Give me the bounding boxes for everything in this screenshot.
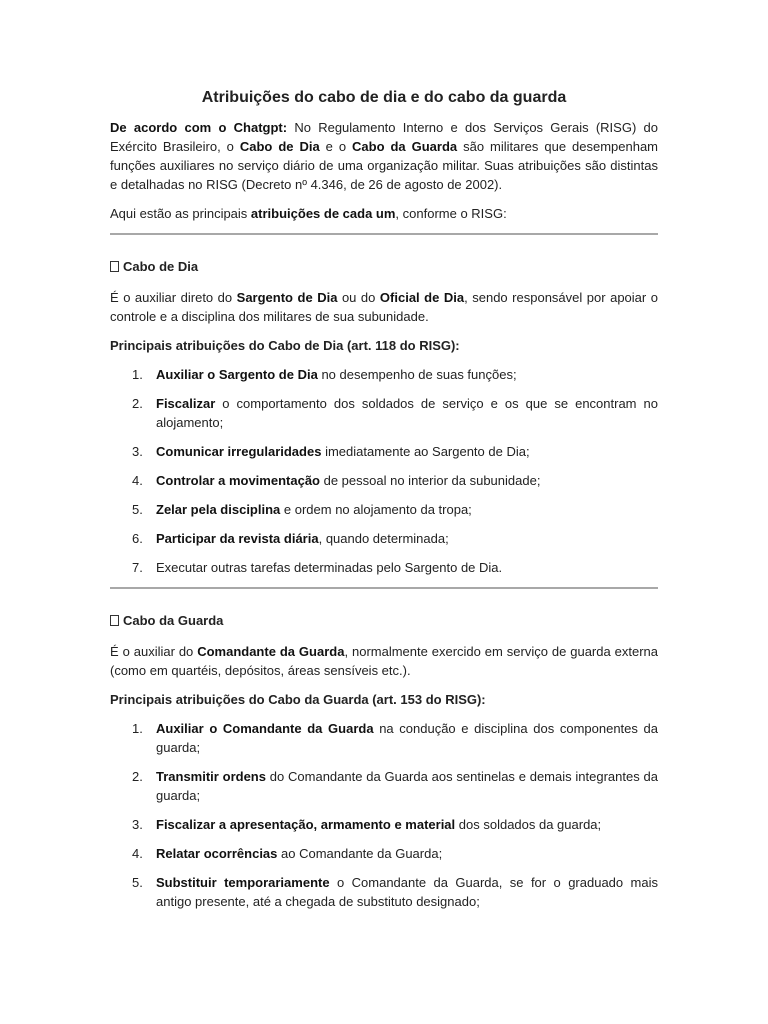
s1-desc-text-3: , sendo responsável por apoiar o controle e a disciplina dos militares de sua subunidade.	[110, 290, 658, 324]
s1-desc-bold-2: Oficial de Dia	[379, 290, 465, 305]
intro-paragraph	[110, 118, 658, 194]
list-item-bold: Transmitir ordens	[156, 769, 266, 784]
list-item-text: de pessoal no interior da subunidade;	[320, 473, 541, 488]
section2-title-text: Cabo da Guarda	[123, 613, 224, 628]
list-item-text: , quando determinada;	[318, 531, 449, 546]
section2-description	[110, 642, 658, 680]
list-item-text: o comportamento dos soldados de serviço e os que se encontram no alojamento;	[156, 396, 658, 430]
list-item-bold: Participar da revista diária	[156, 531, 319, 546]
list-item-bold: Substituir temporariamente	[156, 875, 330, 890]
list-item-text: dos soldados da guarda;	[455, 817, 602, 832]
list-item	[110, 767, 658, 805]
list-item-text: e ordem no alojamento da tropa;	[280, 502, 472, 517]
s1-desc-text-2: ou do	[337, 290, 380, 305]
list-item-bold: Comunicar irregularidades	[156, 444, 322, 459]
list-item-bold: Auxiliar o Comandante da Guarda	[156, 721, 374, 736]
list-item-text: o Comandante da Guarda, se for o graduado mais antigo presente, até a chegada de substituto designado;	[156, 875, 659, 909]
section1-description	[110, 288, 658, 326]
list-number: 5.	[132, 875, 143, 890]
intro-bold-1: Cabo de Dia	[239, 139, 320, 154]
list-item-text: na condução e disciplina dos componentes da guarda;	[156, 721, 658, 755]
list-item-bold: Zelar pela disciplina	[156, 502, 281, 517]
list-item	[110, 873, 658, 911]
section1-title	[110, 257, 658, 276]
list-item	[110, 844, 658, 863]
section2-list-heading: Principais atribuições do Cabo da Guarda (art. 153 do RISG):	[110, 692, 486, 707]
section1-list	[110, 365, 658, 577]
s2-desc-text-2: , normalmente exercido em serviço de guarda externa (como em quartéis, depósitos, áreas sensíveis etc.).	[110, 644, 658, 678]
list-item-bold: Fiscalizar	[156, 396, 216, 411]
list-number: 3.	[132, 817, 143, 832]
section1-title-text: Cabo de Dia	[123, 259, 199, 274]
divider	[110, 587, 658, 589]
intro-text-2: e o	[319, 139, 353, 154]
section2-list	[110, 719, 658, 911]
list-number: 5.	[132, 502, 143, 517]
document-title: Atribuições do cabo de dia e do cabo da guarda	[201, 89, 567, 106]
list-item-bold: Relatar ocorrências	[156, 846, 278, 861]
list-item-bold: Controlar a movimentação	[156, 473, 320, 488]
list-item	[110, 471, 658, 490]
list-number: 1.	[132, 367, 143, 382]
list-item	[110, 815, 658, 834]
list-number: 1.	[132, 721, 143, 736]
s2-desc-text-1: É o auxiliar do	[110, 644, 198, 659]
list-item-text: no desempenho de suas funções;	[317, 367, 517, 382]
list-item	[110, 719, 658, 757]
intro-lead: De acordo com o Chatgpt:	[110, 120, 288, 135]
list-item	[110, 394, 658, 432]
missing-glyph-icon	[110, 261, 119, 272]
list-item-bold: Auxiliar o Sargento de Dia	[156, 367, 318, 382]
list-number: 6.	[132, 531, 143, 546]
list-item	[110, 558, 658, 577]
list-number: 3.	[132, 444, 143, 459]
section2-title	[110, 611, 658, 630]
list-item	[110, 442, 658, 461]
intro2-text-1: Aqui estão as principais	[110, 206, 251, 221]
list-number: 4.	[132, 473, 143, 488]
list-item-text: Executar outras tarefas determinadas pelo Sargento de Dia.	[156, 560, 503, 575]
list-number: 2.	[132, 769, 143, 784]
intro-bold-2: Cabo da Guarda	[352, 139, 458, 154]
intro-text-1: No Regulamento Interno e dos Serviços Gerais (RISG) do Exército Brasileiro, o	[110, 120, 658, 154]
list-item-bold: Fiscalizar a apresentação, armamento e material	[156, 817, 456, 832]
section1-list-heading: Principais atribuições do Cabo de Dia (art. 118 do RISG):	[110, 338, 460, 353]
list-item	[110, 365, 658, 384]
s1-desc-text-1: É o auxiliar direto do	[110, 290, 237, 305]
list-number: 2.	[132, 396, 143, 411]
intro-text-3: são militares que desempenham funções auxiliares no serviço diário de uma organização militar. Suas atribuições são distintas e detalhadas no RISG (Decreto nº 4.346, de 26 de agosto de 2002).	[110, 139, 659, 192]
list-number: 4.	[132, 846, 143, 861]
divider	[110, 233, 658, 235]
list-item-text: imediatamente ao Sargento de Dia;	[321, 444, 530, 459]
list-item	[110, 500, 658, 519]
list-item	[110, 529, 658, 548]
list-number: 7.	[132, 560, 143, 575]
intro2-paragraph	[110, 204, 658, 223]
list-item-text: ao Comandante da Guarda;	[277, 846, 443, 861]
intro2-text-2: , conforme o RISG:	[395, 206, 507, 221]
s1-desc-bold-1: Sargento de Dia	[236, 290, 338, 305]
list-item-text: do Comandante da Guarda aos sentinelas e demais integrantes da guarda;	[156, 769, 658, 803]
missing-glyph-icon	[110, 615, 119, 626]
intro2-bold: atribuições de cada um	[250, 206, 396, 221]
s2-desc-bold-1: Comandante da Guarda	[197, 644, 345, 659]
